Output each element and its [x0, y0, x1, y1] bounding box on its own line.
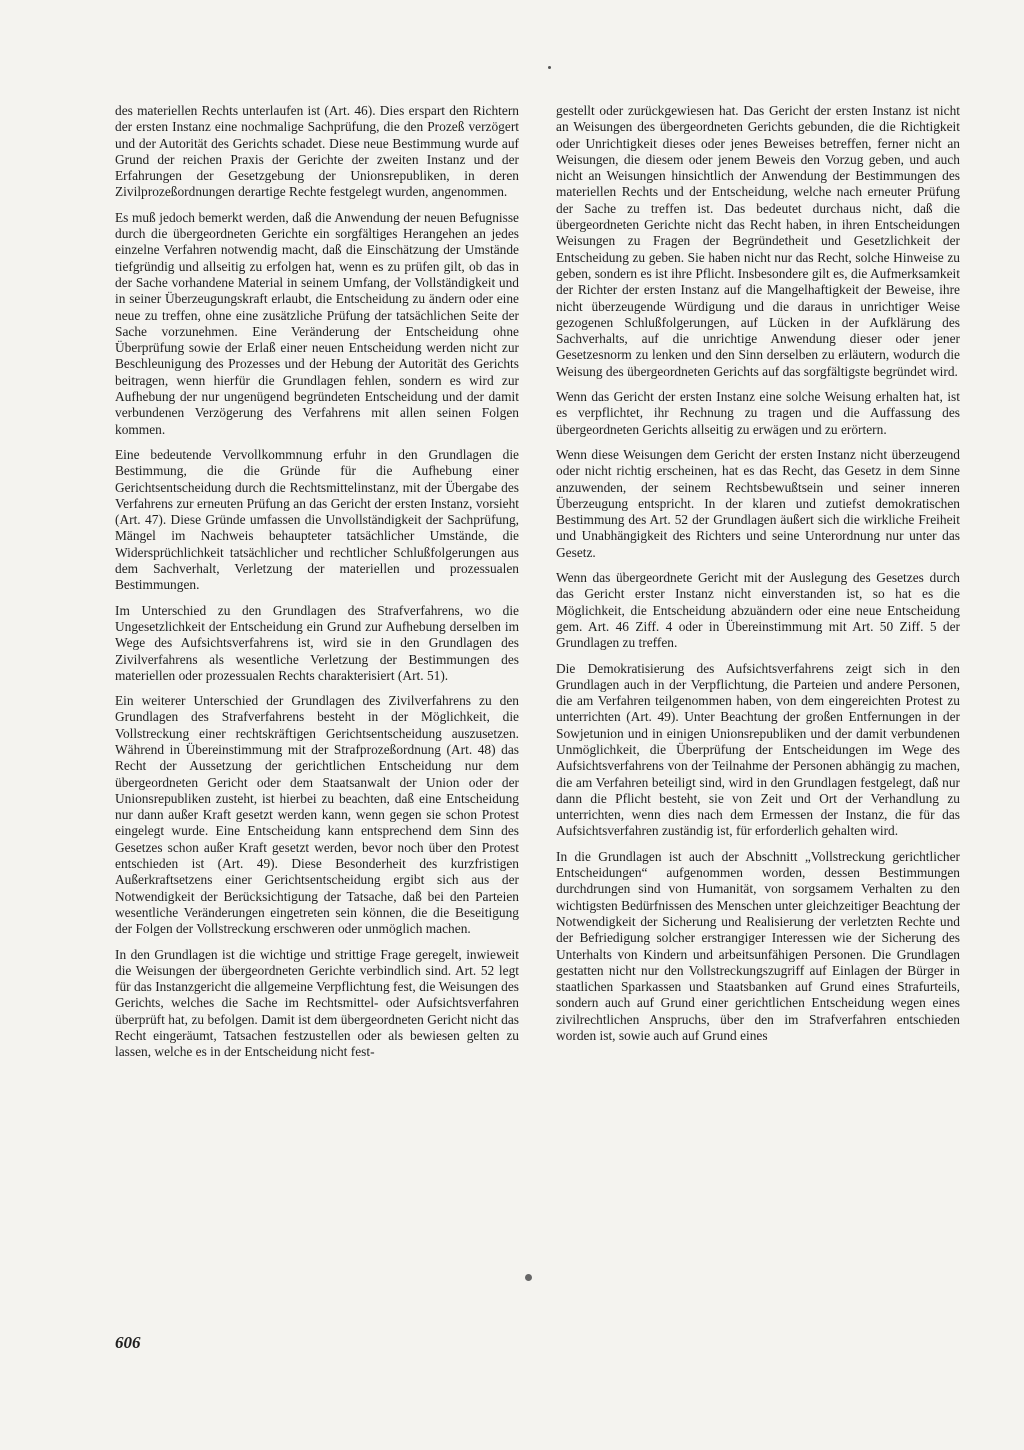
paragraph: Eine bedeutende Vervollkommnung erfuhr in den Grundlagen die Bestimmung, die die Gründe für die Aufhebung einer Gerichtsentscheidung durch die Rechtsmittelinstanz, mit der Übergabe des Verfahrens zur erneuten Prüfung an das Gericht der ersten Instanz, vorsieht (Art. 47). Diese Gründe umfassen die Unvollständigkeit der Sachprüfung, Mängel im Nachweis behaupteter tatsächlicher Umstände, die Widersprüchlichkeit tatsächlicher und rechtlicher Schlußfolgerungen aus dem Sachverhalt, Verletzung der materiellen und prozessualen Bestimmungen.	[115, 446, 519, 593]
paragraph: In die Grundlagen ist auch der Abschnitt „Vollstreckung gerichtlicher Entscheidungen“ aufgenommen worden, dessen Bestimmungen durchdrungen sind von Humanität, von sorgsamem Verhalten zu den wichtigsten Bedürfnissen des Menschen unter gleichzeitiger Beachtung der Notwendigkeit der Sicherung und Realisierung der verletzten Rechte und der Befriedigung solcher erstrangiger Interessen wie der Sicherung des Unterhalts von Kindern und arbeitsunfähigen Personen. Die Grundlagen gestatten nicht nur den Vollstreckungszugriff auf Einlagen der Bürger in staatlichen Sparkassen und Staatsbanken auf Grund eines Strafurteils, sondern auch auf Grund einer gerichtlichen Entscheidung wegen eines zivilrechtlichen Anspruchs, über den im Strafverfahren entschieden worden ist, sowie auch auf Grund eines	[556, 848, 960, 1044]
paragraph: Ein weiterer Unterschied der Grundlagen des Zivilverfahrens zu den Grundlagen des Strafverfahrens besteht in der Möglichkeit, die Vollstreckung einer rechtskräftigen Gerichtsentscheidung auszusetzen. Während in Übereinstimmung mit der Strafprozeßordnung (Art. 48) das Recht der Aussetzung der gerichtlichen Entscheidung nur dem übergeordneten Gericht oder dem Staatsanwalt der Union oder der Unionsrepubliken zusteht, ist hierbei zu beachten, daß eine Entscheidung nur dann außer Kraft gesetzt werden kann, wenn gegen sie schon Protest eingelegt wurde. Eine Entscheidung kann entsprechend dem Sinn des Gesetzes schon außer Kraft gesetzt werden, bevor noch über den Protest entschieden ist (Art. 49). Diese Besonderheit des kurzfristigen Außerkraftsetzens einer Gerichtsentscheidung ergibt sich aus der Notwendigkeit der Berücksichtigung der Tatsache, daß bei den Parteien wesentliche Veränderungen eingetreten sein können, die die Beseitigung der Folgen der Vollstreckung erschweren oder unmöglich machen.	[115, 693, 519, 937]
paragraph: Es muß jedoch bemerkt werden, daß die Anwendung der neuen Befugnisse durch die übergeordneten Gerichte ein sorgfältiges Herangehen an jedes einzelne Verfahren notwendig macht, daß die Einschätzung der Umstände tiefgründig und allseitig zu erfolgen hat, wenn es zu prüfen gilt, ob das in der Sache vorhandene Material in seinem Umfang, der Vollständigkeit und in seiner Überzeugungskraft erlaubt, die Entscheidung zu ändern oder eine neue zu treffen, ohne eine zusätzliche Prüfung der tatsächlichen Seite der Sache vorzunehmen. Eine Veränderung der Entscheidung ohne Überprüfung sowie der Erlaß einer neuen Entscheidung werden nicht zur Beschleunigung des Prozesses und der Hebung der Autorität des Gerichts beitragen, wenn hierfür die Grundlagen fehlen, sondern es wird zur Aufhebung der nur ungenügend begründeten Entscheidung und der damit verbundenen Verzögerung des Verfahrens mit allen seinen Folgen kommen.	[115, 209, 519, 437]
paragraph: gestellt oder zurückgewiesen hat. Das Gericht der ersten Instanz ist nicht an Weisungen des übergeordneten Gerichts gebunden, die die Richtigkeit oder Unrichtigkeit dieses oder jenes Beweises betreffen, ferner nicht an Weisungen, die diesem oder jenem Beweis den Vorzug geben, und auch nicht an Weisungen hinsichtlich der Anwendung der Bestimmungen des materiellen Rechts und der Entscheidung, welche nach erneuter Prüfung der Sache zu treffen ist. Das bedeutet durchaus nicht, daß die übergeordneten Gerichte nicht das Recht haben, in ihren Entscheidungen Weisungen zu Fragen der Begründetheit und Gesetzlichkeit der Entscheidung zu geben. Sie haben nicht nur das Recht, solche Hinweise zu geben, sondern es ist ihre Pflicht. Insbesondere gilt es, die Aufmerksamkeit der Richter der ersten Instanz auf die Mangelhaftigkeit der Beweise, ihre nicht überzeugende Würdigung und die daraus in unrichtiger Weise gezogenen Schlußfolgerungen, auf Lücken in der Aufklärung des Sachverhalts, auf die unrichtige Anwendung dieser oder jener Gesetzesnorm zu lenken und den Sinn derselben zu erläutern, wodurch die Weisung des übergeordneten Gerichts auf das sorgfältigste begründet wird.	[556, 103, 960, 379]
paragraph: Wenn das Gericht der ersten Instanz eine solche Weisung erhalten hat, ist es verpflichtet, ihr Rechnung zu tragen und die Auffassung des übergeordneten Gerichts allseitig zu erwägen und zu erörtern.	[556, 389, 960, 437]
right-column	[556, 103, 960, 1053]
left-column	[115, 103, 519, 1070]
paragraph: Im Unterschied zu den Grundlagen des Strafverfahrens, wo die Ungesetzlichkeit der Entscheidung ein Grund zur Aufhebung derselben im Wege des Aufsichtsverfahrens ist, wird sie in den Grundlagen des Zivilverfahrens als wesentliche Verletzung der Bestimmungen des materiellen oder prozessualen Rechts charakterisiert (Art. 51).	[115, 602, 519, 683]
paragraph: Die Demokratisierung des Aufsichtsverfahrens zeigt sich in den Grundlagen auch in der Verpflichtung, die Parteien und andere Personen, die am Verfahren teilgenommen haben, von dem eingereichten Protest zu unterrichten (Art. 49). Unter Beachtung der großen Entfernungen in der Sowjetunion und in einigen Unionsrepubliken und der damit verbundenen Unmöglichkeit, die Überprüfung der Entscheidungen im Wege des Aufsichtsverfahrens von der Teilnahme der Personen abhängig zu machen, die am Verfahren beteiligt sind, wird in den Grundlagen festgelegt, daß nur dann die Pflicht besteht, sie von Zeit und Ort der Verhandlung zu unterrichten, wenn dies nach dem Ermessen der Instanz, die für das Aufsichtsverfahren zuständig ist, für erforderlich gehalten wird.	[556, 660, 960, 839]
paragraph: In den Grundlagen ist die wichtige und strittige Frage geregelt, inwieweit die Weisungen der übergeordneten Gerichte verbindlich sind. Art. 52 legt für das Instanzgericht die allgemeine Verpflichtung fest, die Weisungen des Gerichts, welches die Sache im Rechtsmittel- oder Aufsichtsverfahren überprüft hat, zu befolgen. Damit ist dem übergeordneten Gericht nicht das Recht eingeräumt, Tatsachen festzustellen oder als bewiesen gelten zu lassen, welche es in der Entscheidung nicht fest-	[115, 946, 519, 1060]
paragraph: Wenn das übergeordnete Gericht mit der Auslegung des Gesetzes durch das Gericht erster Instanz nicht einverstanden ist, so hat es die Möglichkeit, die Entscheidung abzuändern oder eine neue Entscheidung gem. Art. 46 Ziff. 4 oder in Übereinstimmung mit Art. 50 Ziff. 5 der Grundlagen zu treffen.	[556, 570, 960, 651]
scan-speck	[525, 1274, 532, 1281]
paragraph: des materiellen Rechts unterlaufen ist (Art. 46). Dies erspart den Richtern der ersten Instanz eine nochmalige Sachprüfung, die den Prozeß verzögert und der Autorität des Gerichts schadet. Diese neue Bestimmung wurde auf Grund der reichen Praxis der Gerichte der zweiten Instanz und der Erfahrungen der Gesetzgebung der Unionsrepubliken, in deren Zivilprozeßordnungen derartige Rechte festgelegt wurden, angenommen.	[115, 103, 519, 200]
scan-speck	[548, 66, 551, 69]
paragraph: Wenn diese Weisungen dem Gericht der ersten Instanz nicht überzeugend oder nicht richtig erscheinen, hat es das Recht, das Gesetz in dem Sinne anzuwenden, der seinem Rechtsbewußtsein und seiner inneren Überzeugung entspricht. In der klaren und zutiefst demokratischen Bestimmung des Art. 52 der Grundlagen äußert sich die wirkliche Freiheit und Unabhängigkeit des Richters und seine Unterordnung nur unter das Gesetz.	[556, 446, 960, 560]
page-number: 606	[115, 1333, 141, 1352]
